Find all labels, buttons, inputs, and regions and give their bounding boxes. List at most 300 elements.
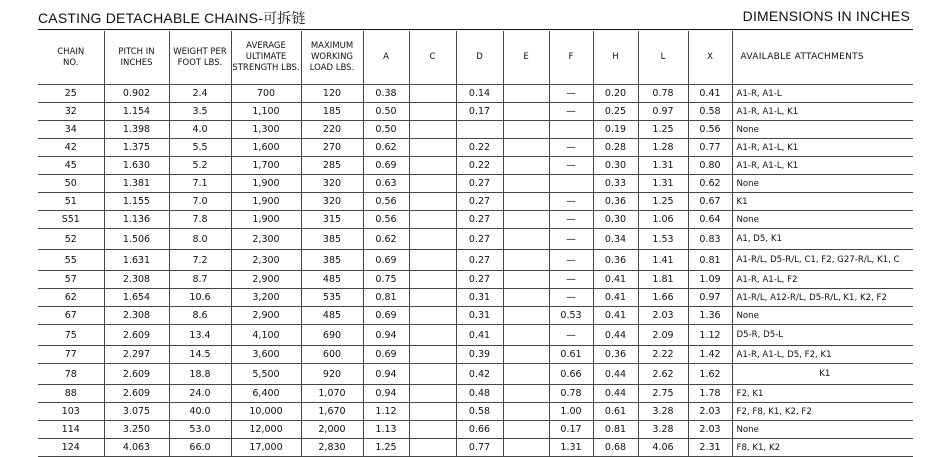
cell-c — [409, 385, 456, 403]
table-row — [38, 421, 913, 439]
cell-f: 1.00 — [549, 403, 593, 421]
table-row — [38, 175, 913, 193]
cell-strength: 5,500 — [231, 364, 301, 385]
cell-e — [503, 439, 549, 457]
cell-weight: 40.0 — [169, 403, 231, 421]
cell-h: 0.41 — [593, 271, 638, 289]
cell-chain: 51 — [38, 193, 104, 211]
cell-a: 0.94 — [363, 364, 409, 385]
cell-f: — — [549, 229, 593, 250]
cell-chain: 25 — [38, 85, 104, 103]
cell-a: 1.25 — [363, 439, 409, 457]
chain-spec-table — [38, 31, 913, 457]
cell-load: 270 — [301, 139, 363, 157]
cell-c — [409, 103, 456, 121]
cell-d: 0.42 — [456, 364, 503, 385]
cell-h: 0.28 — [593, 139, 638, 157]
cell-d: 0.14 — [456, 85, 503, 103]
cell-strength: 2,900 — [231, 307, 301, 325]
cell-chain: 62 — [38, 289, 104, 307]
cell-strength: 1,900 — [231, 175, 301, 193]
cell-e — [503, 421, 549, 439]
table-row — [38, 439, 913, 457]
cell-e — [503, 307, 549, 325]
cell-x: 2.31 — [688, 439, 732, 457]
cell-l: 3.28 — [638, 421, 688, 439]
cell-attachments: F2, F8, K1, K2, F2 — [732, 403, 913, 421]
cell-c — [409, 157, 456, 175]
cell-d: 0.22 — [456, 139, 503, 157]
cell-attachments: K1 — [732, 193, 913, 211]
cell-l: 1.81 — [638, 271, 688, 289]
cell-a: 0.62 — [363, 139, 409, 157]
cell-x: 1.36 — [688, 307, 732, 325]
cell-pitch: 0.902 — [104, 85, 169, 103]
col-header-load: MAXIMUM WORKING LOAD LBS. — [301, 31, 363, 85]
cell-c — [409, 139, 456, 157]
cell-strength: 10,000 — [231, 403, 301, 421]
cell-f: — — [549, 271, 593, 289]
col-header-x: X — [688, 31, 732, 85]
cell-a: 0.94 — [363, 325, 409, 346]
cell-attachments: A1-R, A1-L, K1 — [732, 103, 913, 121]
cell-pitch: 1.154 — [104, 103, 169, 121]
cell-chain: 103 — [38, 403, 104, 421]
cell-e — [503, 289, 549, 307]
cell-l: 3.28 — [638, 403, 688, 421]
cell-e — [503, 325, 549, 346]
cell-c — [409, 85, 456, 103]
cell-pitch: 3.250 — [104, 421, 169, 439]
cell-attachments: A1-R, A1-L, K1 — [732, 139, 913, 157]
table-row — [38, 307, 913, 325]
table-row — [38, 385, 913, 403]
cell-x: 0.58 — [688, 103, 732, 121]
cell-l: 2.03 — [638, 307, 688, 325]
cell-weight: 3.5 — [169, 103, 231, 121]
cell-load: 1,070 — [301, 385, 363, 403]
cell-a: 0.63 — [363, 175, 409, 193]
cell-d: 0.27 — [456, 229, 503, 250]
cell-c — [409, 289, 456, 307]
col-header-c: C — [409, 31, 456, 85]
cell-e — [503, 385, 549, 403]
cell-a: 0.50 — [363, 103, 409, 121]
cell-chain: 88 — [38, 385, 104, 403]
table-row — [38, 229, 913, 250]
cell-f: — — [549, 103, 593, 121]
table-row — [38, 250, 913, 271]
cell-l: 2.62 — [638, 364, 688, 385]
cell-load: 185 — [301, 103, 363, 121]
cell-x: 1.12 — [688, 325, 732, 346]
cell-weight: 14.5 — [169, 346, 231, 364]
cell-d: 0.48 — [456, 385, 503, 403]
table-row — [38, 85, 913, 103]
cell-x: 0.77 — [688, 139, 732, 157]
cell-strength: 6,400 — [231, 385, 301, 403]
cell-x: 0.97 — [688, 289, 732, 307]
cell-strength: 1,900 — [231, 193, 301, 211]
cell-load: 385 — [301, 250, 363, 271]
cell-pitch: 4.063 — [104, 439, 169, 457]
cell-x: 2.03 — [688, 403, 732, 421]
cell-load: 2,000 — [301, 421, 363, 439]
cell-weight: 5.2 — [169, 157, 231, 175]
col-header-pitch: PITCH IN INCHES — [104, 31, 169, 85]
cell-load: 1,670 — [301, 403, 363, 421]
cell-chain: 55 — [38, 250, 104, 271]
cell-f: 0.78 — [549, 385, 593, 403]
cell-d: 0.27 — [456, 211, 503, 229]
cell-strength: 12,000 — [231, 421, 301, 439]
cell-l: 1.25 — [638, 121, 688, 139]
cell-attachments: None — [732, 121, 913, 139]
cell-chain: 45 — [38, 157, 104, 175]
cell-pitch: 1.381 — [104, 175, 169, 193]
cell-e — [503, 346, 549, 364]
cell-e — [503, 121, 549, 139]
col-header-a: A — [363, 31, 409, 85]
cell-l: 2.09 — [638, 325, 688, 346]
cell-l: 1.25 — [638, 193, 688, 211]
cell-load: 220 — [301, 121, 363, 139]
table-row — [38, 364, 913, 385]
cell-f: 0.61 — [549, 346, 593, 364]
cell-h: 0.41 — [593, 289, 638, 307]
cell-chain: 32 — [38, 103, 104, 121]
cell-a: 0.69 — [363, 157, 409, 175]
cell-attachments: None — [732, 175, 913, 193]
cell-h: 0.61 — [593, 403, 638, 421]
cell-f: — — [549, 325, 593, 346]
cell-d: 0.41 — [456, 325, 503, 346]
cell-c — [409, 364, 456, 385]
cell-a: 1.12 — [363, 403, 409, 421]
cell-chain: 57 — [38, 271, 104, 289]
cell-d: 0.27 — [456, 193, 503, 211]
cell-e — [503, 175, 549, 193]
cell-weight: 24.0 — [169, 385, 231, 403]
cell-chain: 77 — [38, 346, 104, 364]
col-header-chain: CHAIN NO. — [38, 31, 104, 85]
cell-a: 0.81 — [363, 289, 409, 307]
cell-strength: 1,600 — [231, 139, 301, 157]
cell-attachments: None — [732, 211, 913, 229]
cell-f — [549, 121, 593, 139]
page-title: CASTING DETACHABLE CHAINS-可拆链 — [38, 10, 306, 26]
cell-strength: 4,100 — [231, 325, 301, 346]
cell-strength: 700 — [231, 85, 301, 103]
cell-h: 0.36 — [593, 193, 638, 211]
cell-load: 485 — [301, 307, 363, 325]
cell-attachments: None — [732, 307, 913, 325]
table-row — [38, 403, 913, 421]
cell-pitch: 3.075 — [104, 403, 169, 421]
cell-d: 0.39 — [456, 346, 503, 364]
cell-load: 285 — [301, 157, 363, 175]
col-header-d: D — [456, 31, 503, 85]
cell-h: 0.30 — [593, 157, 638, 175]
cell-weight: 66.0 — [169, 439, 231, 457]
cell-a: 0.62 — [363, 229, 409, 250]
col-header-h: H — [593, 31, 638, 85]
cell-c — [409, 211, 456, 229]
cell-x: 1.62 — [688, 364, 732, 385]
cell-c — [409, 121, 456, 139]
cell-c — [409, 325, 456, 346]
col-header-weight: WEIGHT PER FOOT LBS. — [169, 31, 231, 85]
cell-x: 1.09 — [688, 271, 732, 289]
cell-l: 4.06 — [638, 439, 688, 457]
cell-c — [409, 307, 456, 325]
cell-c — [409, 193, 456, 211]
cell-d: 0.58 — [456, 403, 503, 421]
cell-chain: 124 — [38, 439, 104, 457]
cell-load: 385 — [301, 229, 363, 250]
cell-weight: 7.1 — [169, 175, 231, 193]
cell-f: — — [549, 289, 593, 307]
cell-attachments: A1-R/L, A12-R/L, D5-R/L, K1, K2, F2 — [732, 289, 913, 307]
cell-x: 2.03 — [688, 421, 732, 439]
cell-strength: 3,200 — [231, 289, 301, 307]
cell-x: 1.78 — [688, 385, 732, 403]
cell-e — [503, 250, 549, 271]
cell-chain: 52 — [38, 229, 104, 250]
cell-c — [409, 439, 456, 457]
cell-l: 2.75 — [638, 385, 688, 403]
table-row — [38, 325, 913, 346]
cell-f: — — [549, 250, 593, 271]
cell-pitch: 2.609 — [104, 364, 169, 385]
cell-f: — — [549, 193, 593, 211]
table-row — [38, 211, 913, 229]
cell-weight: 10.6 — [169, 289, 231, 307]
cell-h: 0.41 — [593, 307, 638, 325]
cell-e — [503, 157, 549, 175]
cell-weight: 53.0 — [169, 421, 231, 439]
cell-strength: 1,300 — [231, 121, 301, 139]
cell-d: 0.31 — [456, 289, 503, 307]
cell-e — [503, 211, 549, 229]
cell-d: 0.31 — [456, 307, 503, 325]
cell-f: 1.31 — [549, 439, 593, 457]
cell-d: 0.27 — [456, 271, 503, 289]
cell-x: 0.83 — [688, 229, 732, 250]
cell-h: 0.36 — [593, 250, 638, 271]
cell-c — [409, 250, 456, 271]
cell-f: 0.17 — [549, 421, 593, 439]
cell-weight: 7.8 — [169, 211, 231, 229]
cell-l: 1.31 — [638, 175, 688, 193]
cell-f: — — [549, 85, 593, 103]
cell-h: 0.44 — [593, 385, 638, 403]
cell-attachments: A1-R, A1-L — [732, 85, 913, 103]
col-header-attachments: AVAILABLE ATTACHMENTS — [732, 31, 913, 85]
header-row — [38, 31, 913, 85]
cell-h: 0.44 — [593, 325, 638, 346]
cell-load: 2,830 — [301, 439, 363, 457]
cell-l: 1.06 — [638, 211, 688, 229]
table-row — [38, 121, 913, 139]
cell-load: 120 — [301, 85, 363, 103]
cell-weight: 7.0 — [169, 193, 231, 211]
cell-f: 0.53 — [549, 307, 593, 325]
cell-f: — — [549, 139, 593, 157]
col-header-l: L — [638, 31, 688, 85]
cell-c — [409, 346, 456, 364]
cell-strength: 1,900 — [231, 211, 301, 229]
cell-weight: 7.2 — [169, 250, 231, 271]
cell-a: 0.69 — [363, 307, 409, 325]
cell-l: 1.66 — [638, 289, 688, 307]
cell-pitch: 1.630 — [104, 157, 169, 175]
cell-pitch: 1.155 — [104, 193, 169, 211]
cell-pitch: 1.136 — [104, 211, 169, 229]
table-row — [38, 271, 913, 289]
cell-attachments: A1, D5, K1 — [732, 229, 913, 250]
table-row — [38, 193, 913, 211]
cell-c — [409, 175, 456, 193]
cell-d: 0.77 — [456, 439, 503, 457]
cell-pitch: 2.609 — [104, 325, 169, 346]
cell-load: 600 — [301, 346, 363, 364]
cell-chain: 75 — [38, 325, 104, 346]
col-header-f: F — [549, 31, 593, 85]
cell-h: 0.20 — [593, 85, 638, 103]
cell-strength: 1,700 — [231, 157, 301, 175]
cell-d: 0.66 — [456, 421, 503, 439]
cell-strength: 2,300 — [231, 250, 301, 271]
cell-h: 0.19 — [593, 121, 638, 139]
cell-c — [409, 229, 456, 250]
cell-strength: 2,900 — [231, 271, 301, 289]
cell-f: 0.66 — [549, 364, 593, 385]
cell-c — [409, 403, 456, 421]
cell-d: 0.27 — [456, 250, 503, 271]
cell-attachments: K1 — [732, 364, 913, 385]
table-row — [38, 139, 913, 157]
cell-weight: 5.5 — [169, 139, 231, 157]
cell-e — [503, 403, 549, 421]
cell-chain: 42 — [38, 139, 104, 157]
cell-f: — — [549, 211, 593, 229]
cell-pitch: 1.506 — [104, 229, 169, 250]
cell-h: 0.44 — [593, 364, 638, 385]
cell-weight: 8.0 — [169, 229, 231, 250]
cell-pitch: 1.654 — [104, 289, 169, 307]
cell-x: 0.62 — [688, 175, 732, 193]
cell-h: 0.25 — [593, 103, 638, 121]
table-row — [38, 289, 913, 307]
cell-pitch: 2.308 — [104, 307, 169, 325]
cell-attachments: None — [732, 421, 913, 439]
cell-load: 315 — [301, 211, 363, 229]
cell-chain: 50 — [38, 175, 104, 193]
cell-a: 1.13 — [363, 421, 409, 439]
cell-attachments: D5-R, D5-L — [732, 325, 913, 346]
cell-x: 0.56 — [688, 121, 732, 139]
cell-x: 1.42 — [688, 346, 732, 364]
cell-h: 0.36 — [593, 346, 638, 364]
top-rule — [38, 29, 913, 30]
cell-weight: 18.8 — [169, 364, 231, 385]
cell-l: 1.53 — [638, 229, 688, 250]
cell-pitch: 2.609 — [104, 385, 169, 403]
cell-chain: 67 — [38, 307, 104, 325]
cell-e — [503, 229, 549, 250]
cell-attachments: F2, K1 — [732, 385, 913, 403]
table-row — [38, 103, 913, 121]
cell-h: 0.30 — [593, 211, 638, 229]
cell-a: 0.50 — [363, 121, 409, 139]
units-caption: DIMENSIONS IN INCHES — [742, 8, 910, 24]
cell-l: 1.28 — [638, 139, 688, 157]
cell-chain: 34 — [38, 121, 104, 139]
cell-e — [503, 271, 549, 289]
cell-x: 0.64 — [688, 211, 732, 229]
cell-a: 0.56 — [363, 193, 409, 211]
cell-c — [409, 421, 456, 439]
cell-x: 0.67 — [688, 193, 732, 211]
cell-strength: 2,300 — [231, 229, 301, 250]
cell-attachments: A1-R, A1-L, K1 — [732, 157, 913, 175]
cell-f: — — [549, 157, 593, 175]
col-header-e: E — [503, 31, 549, 85]
cell-x: 0.81 — [688, 250, 732, 271]
cell-strength: 3,600 — [231, 346, 301, 364]
cell-weight: 8.6 — [169, 307, 231, 325]
cell-chain: 78 — [38, 364, 104, 385]
cell-d — [456, 121, 503, 139]
cell-a: 0.94 — [363, 385, 409, 403]
cell-h: 0.81 — [593, 421, 638, 439]
cell-a: 0.69 — [363, 250, 409, 271]
cell-pitch: 1.631 — [104, 250, 169, 271]
cell-weight: 2.4 — [169, 85, 231, 103]
cell-d: 0.17 — [456, 103, 503, 121]
cell-attachments: A1-R, A1-L, F2 — [732, 271, 913, 289]
cell-chain: S51 — [38, 211, 104, 229]
cell-a: 0.56 — [363, 211, 409, 229]
cell-pitch: 1.375 — [104, 139, 169, 157]
cell-load: 690 — [301, 325, 363, 346]
cell-l: 2.22 — [638, 346, 688, 364]
cell-load: 920 — [301, 364, 363, 385]
cell-load: 320 — [301, 193, 363, 211]
cell-h: 0.34 — [593, 229, 638, 250]
cell-x: 0.80 — [688, 157, 732, 175]
cell-e — [503, 364, 549, 385]
col-header-strength: AVERAGE ULTIMATE STRENGTH LBS. — [231, 31, 301, 85]
cell-a: 0.75 — [363, 271, 409, 289]
cell-pitch: 1.398 — [104, 121, 169, 139]
cell-pitch: 2.308 — [104, 271, 169, 289]
cell-chain: 114 — [38, 421, 104, 439]
table-row — [38, 157, 913, 175]
cell-l: 1.31 — [638, 157, 688, 175]
cell-h: 0.68 — [593, 439, 638, 457]
cell-l: 0.78 — [638, 85, 688, 103]
cell-e — [503, 103, 549, 121]
cell-e — [503, 193, 549, 211]
cell-l: 0.97 — [638, 103, 688, 121]
table-body — [38, 85, 913, 457]
cell-x: 0.41 — [688, 85, 732, 103]
cell-attachments: A1-R, A1-L, D5, F2, K1 — [732, 346, 913, 364]
cell-d: 0.27 — [456, 175, 503, 193]
cell-h: 0.33 — [593, 175, 638, 193]
